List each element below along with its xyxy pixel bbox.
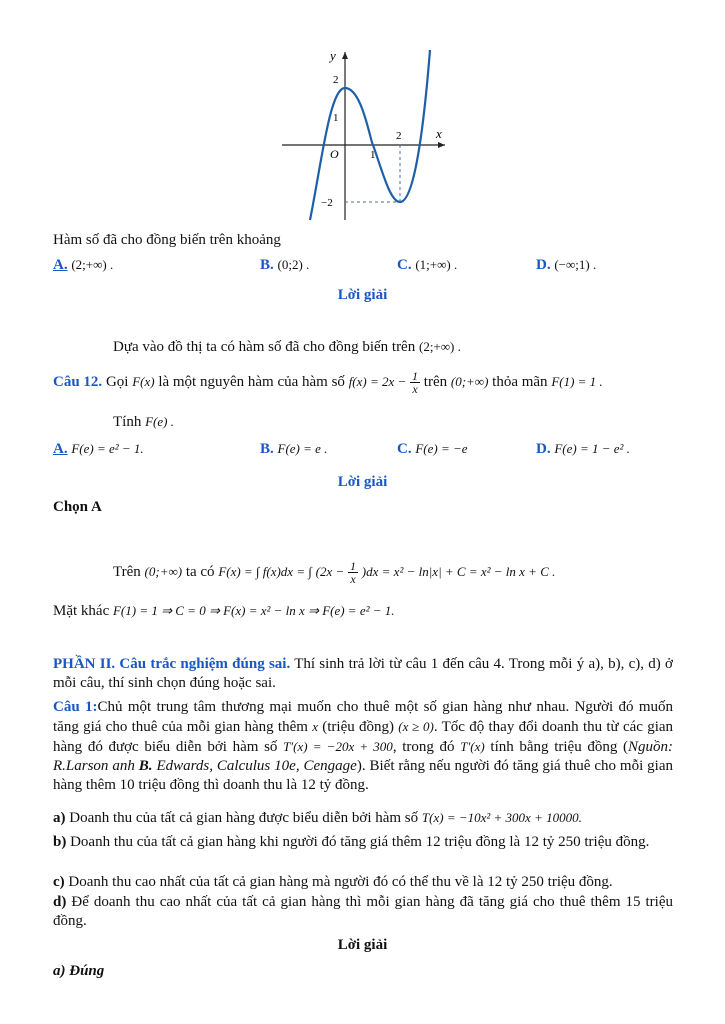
- tick-x-1: 1: [370, 149, 376, 161]
- math-Fe: F(e) .: [145, 414, 174, 429]
- stem-text: ). Biết rằng nếu người đó tăng giá thuê cho mỗi gian hàng thêm 10 triệu đồng thì doanh thu là 12 tỷ đồng.: [53, 758, 674, 793]
- statement-c[interactable]: [53, 873, 673, 892]
- option-letter: D.: [536, 441, 551, 457]
- sol-interval: (0;+∞): [144, 563, 183, 579]
- statement-label: c): [53, 874, 65, 890]
- q11-option-b[interactable]: [260, 257, 309, 274]
- stem-text: Gọi: [105, 373, 129, 390]
- statement-label: d): [53, 894, 67, 910]
- statement-formula: T(x) = −10x² + 300x + 10000.: [421, 810, 582, 825]
- y-axis-label: y: [330, 48, 336, 63]
- statement-text: Doanh thu cao nhất của tất cả gian hàng mà người đó có thể thu về là 12 tỷ 250 triệu đồng.: [68, 874, 613, 890]
- sol-text: Mặt khác: [53, 603, 110, 619]
- statement-a[interactable]: [53, 808, 673, 828]
- solution-interval: (2;+∞) .: [418, 339, 461, 354]
- option-text: (2;+∞) .: [71, 257, 114, 272]
- q12-option-d[interactable]: [536, 441, 630, 458]
- q12-option-c[interactable]: [397, 441, 468, 458]
- stem-text: , trong đó: [392, 739, 455, 755]
- sol-eq2: (2x −: [315, 563, 345, 579]
- part2-title: PHẦN II. Câu trắc nghiệm đúng sai.: [53, 656, 291, 672]
- part2-solution-title: Lời giải: [337, 937, 388, 953]
- stem-text: tính bằng triệu đồng (: [490, 739, 629, 755]
- sol-text: Trên: [113, 563, 141, 580]
- statement-b[interactable]: [53, 833, 673, 852]
- tick-y-2: 2: [333, 74, 339, 86]
- math-condition: F(1) = 1 .: [551, 373, 603, 389]
- stem-text: thỏa mãn: [492, 373, 548, 390]
- option-text: F(e) = e² − 1.: [71, 441, 144, 456]
- frac-denominator: x: [412, 382, 418, 396]
- x-axis-arrow: [438, 142, 445, 148]
- q11-stem: Hàm số đã cho đồng biến trên khoảng: [53, 232, 281, 248]
- source-text: Edwards, Calculus 10e, Cengage: [156, 758, 357, 774]
- option-letter: B.: [260, 441, 274, 457]
- option-text: (1;+∞) .: [415, 257, 458, 272]
- tick-y-minus2: −2: [321, 197, 333, 209]
- q11-option-c[interactable]: [397, 257, 457, 274]
- sol-text: ta có: [185, 563, 215, 580]
- fraction-1-over-x: [348, 560, 358, 585]
- math-derivative: T′(x) = −20x + 300: [283, 739, 393, 754]
- tick-x-2: 2: [396, 130, 402, 142]
- option-text: (0;2) .: [277, 257, 310, 272]
- source-b: B.: [138, 758, 153, 774]
- math-x: x: [312, 719, 318, 734]
- compute-label: Tính: [113, 414, 142, 430]
- q12-option-b[interactable]: [260, 441, 327, 458]
- sol-eq: F(1) = 1 ⇒ C = 0 ⇒ F(x) = x² − ln x ⇒ F(e) = e² − 1.: [112, 603, 395, 618]
- q12-solution-line2: [53, 603, 395, 620]
- origin-label: O: [330, 147, 339, 161]
- option-text: F(e) = 1 − e² .: [554, 441, 630, 456]
- sol-eq3: )dx = x² − ln|x| + C = x² − ln x + C .: [361, 563, 556, 579]
- q11-option-d[interactable]: [536, 257, 596, 274]
- stem-text: Chủ một trung tâm thương mại muốn cho thuê một số gian hàng như nhau. Người đó muốn tăng giá cho thuê của mỗi gian hàng thêm: [53, 699, 674, 735]
- math-condition: (x ≥ 0): [398, 719, 434, 734]
- q12-stem: [53, 370, 603, 395]
- frac-numerator: 1: [350, 559, 357, 573]
- statement-text: Để doanh thu cao nhất của tất cả gian hàng thì mỗi gian hàng đã tăng giá cho thuê thêm 15 triệu đồng.: [53, 894, 673, 929]
- source-text: Nguồn: R.Larson anh: [53, 739, 674, 774]
- function-graph: [270, 40, 450, 225]
- option-letter: A.: [53, 441, 68, 457]
- option-letter: A.: [53, 257, 68, 273]
- option-letter: C.: [397, 441, 412, 457]
- math-fx: f(x) = 2x −: [348, 373, 407, 389]
- option-letter: D.: [536, 257, 551, 273]
- math-interval: (0;+∞): [450, 373, 489, 389]
- q12-compute: [113, 414, 174, 431]
- q12-option-a[interactable]: [53, 441, 144, 458]
- solution-sentence: Dựa vào đồ thị ta có hàm số đã cho đồng biến trên: [113, 339, 416, 355]
- q11-solution-text: [113, 339, 461, 356]
- math-Fx: F(x): [132, 373, 155, 389]
- tick-y-1: 1: [333, 112, 339, 124]
- question-label: Câu 12.: [53, 373, 103, 390]
- stem-text: là một nguyên hàm của hàm số: [158, 373, 345, 390]
- q12-choose-answer: Chọn A: [53, 499, 102, 515]
- part2-heading: [53, 655, 673, 693]
- stem-text: . Tốc độ thay đổi doanh thu từ các gian hàng đó được biểu diễn bởi hàm số: [53, 719, 674, 755]
- cubic-curve: [310, 50, 430, 220]
- fraction-1-over-x: [410, 370, 420, 395]
- option-text: F(e) = e .: [277, 441, 328, 456]
- statement-label: b): [53, 834, 67, 850]
- option-letter: B.: [260, 257, 274, 273]
- question-label: Câu 1:: [53, 699, 98, 715]
- frac-numerator: 1: [412, 369, 419, 383]
- answer-a: a) Đúng: [53, 963, 105, 979]
- math-Tprime: T′(x): [460, 739, 485, 754]
- part2-instructions: Thí sinh trả lời từ câu 1 đến câu 4. Trong mỗi ý a), b), c), d) ở mỗi câu, thí sinh chọn đúng hoặc sai.: [53, 656, 673, 691]
- q12-solution-line1: [113, 560, 555, 585]
- q11-solution-title: Lời giải: [337, 287, 388, 303]
- stem-text: (triệu đồng): [322, 719, 394, 735]
- q11-option-a[interactable]: [53, 257, 113, 274]
- option-letter: C.: [397, 257, 412, 273]
- sol-eq1: F(x) = ∫ f(x)dx = ∫: [218, 563, 312, 579]
- q12-solution-title: Lời giải: [337, 474, 388, 490]
- option-text: (−∞;1) .: [554, 257, 597, 272]
- x-axis-label: x: [436, 126, 442, 141]
- y-axis-arrow: [342, 52, 348, 59]
- statement-text: Doanh thu của tất cả gian hàng khi người đó tăng giá thêm 12 triệu đồng là 12 tỷ 250 triệu đồng.: [70, 834, 650, 850]
- option-text: F(e) = −e: [415, 441, 468, 456]
- statement-label: a): [53, 810, 66, 826]
- stem-text: trên: [423, 373, 448, 390]
- statement-d[interactable]: [53, 893, 673, 931]
- statement-text: Doanh thu của tất cả gian hàng được biểu diễn bởi hàm số: [69, 810, 419, 826]
- frac-denominator: x: [350, 572, 356, 586]
- part2-q1-stem: [53, 698, 673, 795]
